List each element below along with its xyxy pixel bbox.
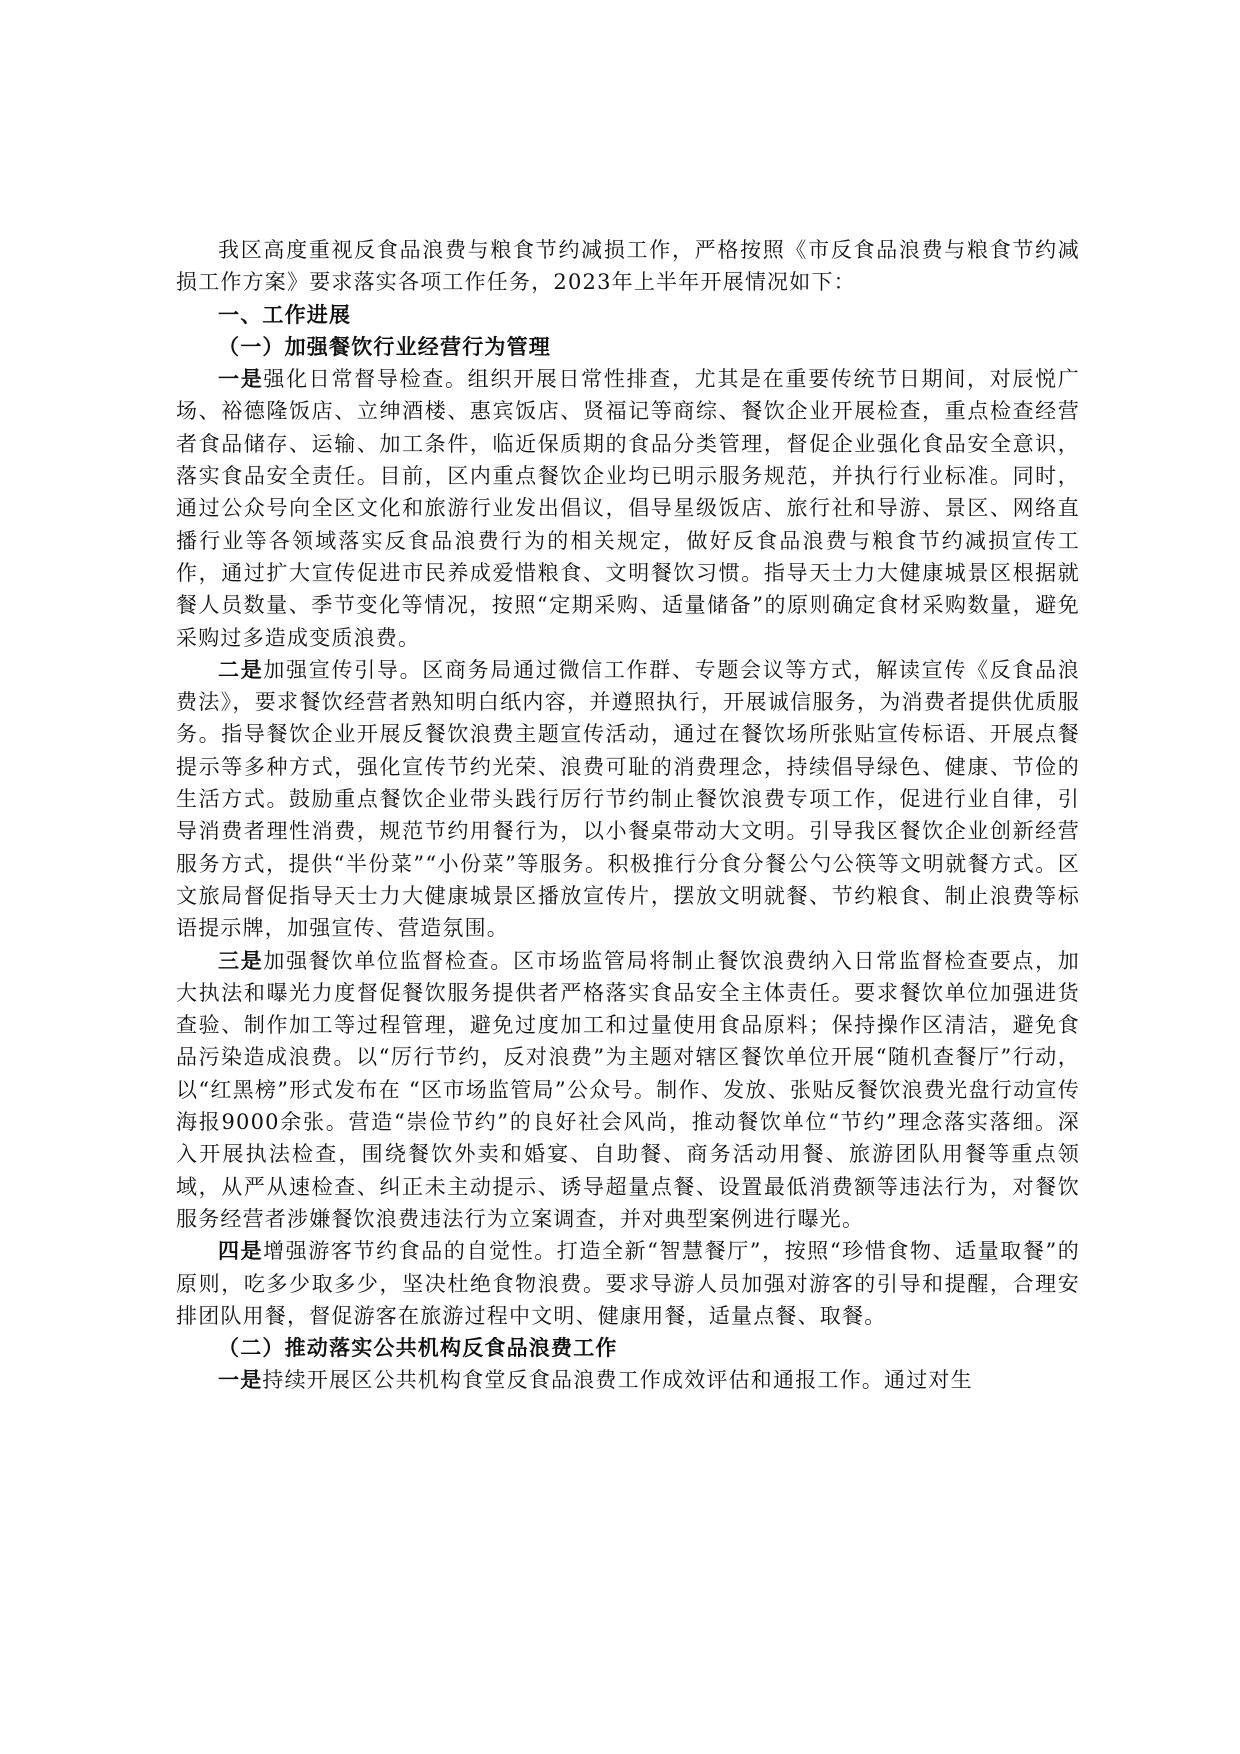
intro-paragraph: 我区高度重视反食品浪费与粮食节约减损工作，严格按照《市反食品浪费与粮食节约减损工作方案》要求落实各项工作任务，2023年上半年开展情况如下：	[176, 238, 1080, 295]
heading-work-progress: 一、工作进展	[218, 302, 352, 327]
item-lead: 三是	[218, 948, 264, 973]
section1-item-1	[176, 363, 1080, 654]
item-text: 强化日常督导检查。组织开展日常性排查，尤其是在重要传统节日期间，对辰悦广场、裕德隆饭店、立绅酒楼、惠宾饭店、贤福记等商综、餐饮企业开展检查，重点检查经营者食品储存、运输、加工条件，临近保质期的食品分类管理，督促企业强化食品安全意识，落实食品安全责任。目前，区内重点餐饮企业均已明示服务规范，并执行行业标准。同时，通过公众号向全区文化和旅游行业发出倡议，倡导星级饭店、旅行社和导游、景区、网络直播行业等各领域落实反食品浪费行为的相关规定，做好反食品浪费与粮食节约减损宣传工作，通过扩大宣传促进市民养成爱惜粮食、文明餐饮习惯。指导天士力大健康城景区根据就餐人员数量、季节变化等情况，按照“定期采购、适量储备”的原则确定食材采购数量，避免采购过多造成变质浪费。	[176, 367, 1080, 650]
item-text: 加强餐饮单位监督检查。区市场监管局将制止餐饮浪费纳入日常监督检查要点，加大执法和曝光力度督促餐饮服务提供者严格落实食品安全主体责任。要求餐饮单位加强进货查验、制作加工等过程管理，避免过度加工和过量使用食品原料；保持操作区清洁，避免食品污染造成浪费。以“厉行节约，反对浪费”为主题对辖区餐饮单位开展“随机查餐厅”行动，以“红黑榜”形式发布在 “区市场监管局”公众号。制作、发放、张贴反餐饮浪费光盘行动宣传海报9000余张。营造“崇俭节约”的良好社会风尚，推动餐饮单位“节约”理念落实落细。深入开展执法检查，围绕餐饮外卖和婚宴、自助餐、商务活动用餐、旅游团队用餐等重点领域，从严从速检查、纠正未主动提示、诱导超量点餐、设置最低消费额等违法行为，对餐饮服务经营者涉嫌餐饮浪费违法行为立案调查，并对典型案例进行曝光。	[176, 948, 1080, 1231]
item-text: 加强宣传引导。区商务局通过微信工作群、专题会议等方式，解读宣传《反食品浪费法》，要求餐饮经营者熟知明白纸内容，并遵照执行，开展诚信服务，为消费者提供优质服务。指导餐饮企业开展反餐饮浪费主题宣传活动，通过在餐饮场所张贴宣传标语、开展点餐提示等多种方式，强化宣传节约光荣、浪费可耻的消费理念，持续倡导绿色、健康、节俭的生活方式。鼓励重点餐饮企业带头践行厉行节约制止餐饮浪费专项工作，促进行业自律，引导消费者理性消费，规范节约用餐行为，以小餐桌带动大文明。引导我区餐饮企业创新经营服务方式，提供“半份菜”“小份菜”等服务。积极推行分食分餐公勺公筷等文明就餐方式。区文旅局督促指导天士力大健康城景区播放宣传片，摆放文明就餐、节约粮食、制止浪费等标语提示牌，加强宣传、营造氛围。	[176, 657, 1080, 941]
section2-title: （二）推动落实公共机构反食品浪费工作	[218, 1336, 618, 1361]
item-lead: 一是	[218, 367, 264, 392]
item-text: 增强游客节约食品的自觉性。打造全新“智慧餐厅”，按照“珍惜食物、适量取餐”的原则，吃多少取多少，坚决杜绝食物浪费。要求导游人员加强对游客的引导和提醒，合理安排团队用餐，督促游客在旅游过程中文明、健康用餐，适量点餐、取餐。	[176, 1239, 1080, 1328]
item-lead: 四是	[218, 1239, 264, 1264]
section2-item-1	[176, 1364, 1080, 1396]
section1-item-2	[176, 654, 1080, 945]
section1-title: （一）加强餐饮行业经营行为管理	[218, 334, 551, 359]
item-lead: 二是	[218, 657, 264, 682]
section1-item-3	[176, 945, 1080, 1236]
item-text: 持续开展区公共机构食堂反食品浪费工作成效评估和通报工作。通过对生	[262, 1368, 973, 1393]
item-lead: 一是	[218, 1368, 263, 1393]
document-body	[176, 234, 1080, 1397]
section1-item-4	[176, 1235, 1080, 1332]
